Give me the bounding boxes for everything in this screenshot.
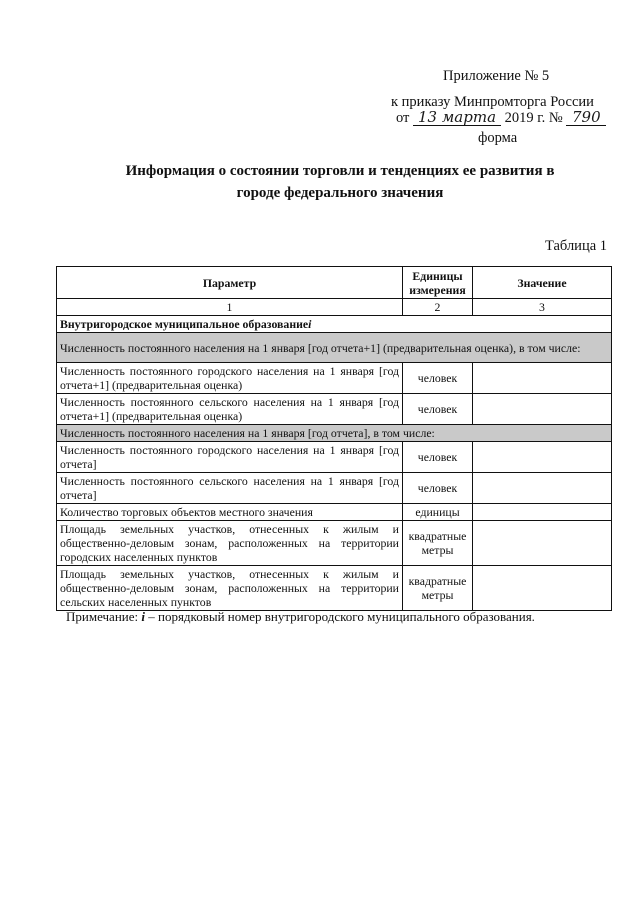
table-header-row	[57, 267, 612, 299]
row-unit: человек	[403, 394, 473, 425]
row-value-cell	[473, 394, 612, 425]
row-param: Численность постоянного населения на 1 января [год отчета+1] (предварительная оценка), в том числе:	[57, 333, 612, 363]
document-title-line1: Информация о состоянии торговли и тенденциях ее развития в	[125, 163, 555, 179]
row-param: Численность постоянного городского населения на 1 января [год отчета]	[57, 442, 403, 473]
form-label: форма	[478, 130, 518, 146]
table-row	[57, 442, 612, 473]
header-value: Значение	[473, 267, 612, 299]
col-number-3: 3	[473, 299, 612, 316]
table-row	[57, 394, 612, 425]
date-year: 2019 г. №	[504, 110, 563, 126]
handwritten-order-number: 790	[566, 109, 606, 126]
header-param: Параметр	[57, 267, 403, 299]
col-number-1: 1	[57, 299, 403, 316]
handwritten-date: 13 марта	[413, 109, 501, 126]
footnote	[66, 609, 535, 625]
order-date-line	[396, 108, 606, 128]
table-row	[57, 333, 612, 363]
row-param: Численность постоянного сельского населения на 1 января [год отчета+1] (предварительная оценка)	[57, 394, 403, 425]
row-param: Площадь земельных участков, отнесенных к жилым и общественно-деловым зонам, расположенных на территории городских населенных пунктов	[57, 521, 403, 566]
header-units: Единицы измерения	[403, 267, 473, 299]
document-title-line2: городе федерального значения	[236, 185, 444, 201]
date-prefix: от	[396, 110, 410, 126]
info-table	[56, 266, 612, 611]
row-param: Площадь земельных участков, отнесенных к жилым и общественно-деловым зонам, расположенных на территории сельских населенных пунктов	[57, 566, 403, 611]
table-row	[57, 473, 612, 504]
row-param: Численность постоянного населения на 1 января [год отчета], в том числе:	[57, 425, 612, 442]
section-heading-row	[57, 316, 612, 333]
row-unit: человек	[403, 442, 473, 473]
table-row	[57, 363, 612, 394]
table-row	[57, 566, 612, 611]
scan-edge-mark	[100, 0, 170, 3]
footnote-symbol: i	[141, 609, 145, 624]
table-row	[57, 425, 612, 442]
footnote-text: – порядковый номер внутригородского муниципального образования.	[145, 609, 535, 624]
col-number-2: 2	[403, 299, 473, 316]
section-heading: Внутригородское муниципальное образованиеi	[57, 316, 612, 333]
row-unit: человек	[403, 363, 473, 394]
row-value-cell	[473, 566, 612, 611]
row-unit: человек	[403, 473, 473, 504]
table-label: Таблица 1	[545, 238, 608, 254]
column-number-row	[57, 299, 612, 316]
row-value-cell	[473, 442, 612, 473]
table-row	[57, 504, 612, 521]
footnote-prefix: Примечание:	[66, 609, 142, 624]
row-param: Численность постоянного сельского населения на 1 января [год отчета]	[57, 473, 403, 504]
row-unit: квадратные метры	[403, 521, 473, 566]
section-index: i	[308, 317, 312, 331]
row-unit: квадратные метры	[403, 566, 473, 611]
row-param: Численность постоянного городского населения на 1 января [год отчета+1] (предварительная оценка)	[57, 363, 403, 394]
row-value-cell	[473, 473, 612, 504]
order-line: к приказу Минпромторга России	[391, 94, 594, 110]
table-row	[57, 521, 612, 566]
row-param: Количество торговых объектов местного значения	[57, 504, 403, 521]
row-value-cell	[473, 521, 612, 566]
row-value-cell	[473, 504, 612, 521]
row-value-cell	[473, 363, 612, 394]
row-unit: единицы	[403, 504, 473, 521]
appendix-label: Приложение № 5	[443, 68, 550, 84]
